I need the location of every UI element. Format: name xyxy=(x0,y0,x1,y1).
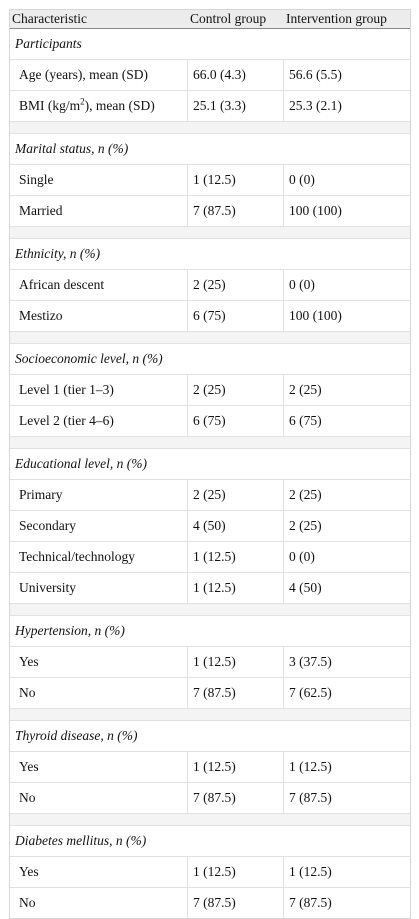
section-header xyxy=(9,449,410,480)
row-intervention-value: 7 (87.5) xyxy=(289,895,332,910)
column-divider xyxy=(283,270,284,300)
table-row xyxy=(9,888,410,919)
column-divider xyxy=(187,406,188,436)
table-row xyxy=(9,270,410,301)
table-row xyxy=(9,196,410,227)
section-header xyxy=(9,134,410,165)
table-row xyxy=(9,678,410,709)
section-header xyxy=(9,826,410,857)
column-divider xyxy=(283,196,284,226)
row-control-value: 1 (12.5) xyxy=(193,654,236,669)
column-divider xyxy=(187,480,188,510)
row-characteristic: University xyxy=(19,580,76,595)
column-divider xyxy=(283,375,284,405)
header-intervention-group: Intervention group xyxy=(286,11,387,26)
section-header xyxy=(9,239,410,270)
column-divider xyxy=(187,60,188,90)
column-divider xyxy=(187,783,188,813)
row-control-value: 1 (12.5) xyxy=(193,172,236,187)
table-row xyxy=(9,857,410,888)
column-divider xyxy=(187,165,188,195)
row-characteristic: Mestizo xyxy=(19,308,63,323)
row-intervention-value: 1 (12.5) xyxy=(289,759,332,774)
row-characteristic: BMI $(kg/m^2)$, mean (SD) xyxy=(19,96,155,113)
column-divider xyxy=(283,301,284,331)
row-intervention-value: 4 (50) xyxy=(289,580,322,595)
section-title: Thyroid disease, n (%) xyxy=(15,728,138,743)
row-intervention-value: 56.6 (5.5) xyxy=(289,67,342,82)
table-row xyxy=(9,60,410,91)
row-characteristic: Level 2 (tier 4–6) xyxy=(19,413,114,428)
column-divider xyxy=(187,888,188,918)
section-spacer xyxy=(9,122,410,134)
row-control-value: 6 (75) xyxy=(193,308,226,323)
row-characteristic: Yes xyxy=(19,654,39,669)
header-characteristic: Characteristic xyxy=(12,11,87,26)
section-title: Hypertension, n (%) xyxy=(15,623,125,638)
table-header xyxy=(9,9,410,29)
column-divider xyxy=(283,857,284,887)
row-intervention-value: 2 (25) xyxy=(289,487,322,502)
column-divider xyxy=(187,752,188,782)
column-divider xyxy=(283,60,284,90)
column-divider xyxy=(187,196,188,226)
section-spacer xyxy=(9,709,410,721)
column-divider xyxy=(283,406,284,436)
row-control-value: 1 (12.5) xyxy=(193,759,236,774)
row-control-value: 66.0 (4.3) xyxy=(193,67,246,82)
column-divider xyxy=(283,678,284,708)
row-characteristic: Yes xyxy=(19,864,39,879)
row-intervention-value: 1 (12.5) xyxy=(289,864,332,879)
row-control-value: 7 (87.5) xyxy=(193,895,236,910)
table-row xyxy=(9,783,410,814)
table-row xyxy=(9,91,410,122)
row-intervention-value: 100 (100) xyxy=(289,308,342,323)
row-intervention-value: 6 (75) xyxy=(289,413,322,428)
row-characteristic: Yes xyxy=(19,759,39,774)
row-intervention-value: 7 (62.5) xyxy=(289,685,332,700)
column-divider xyxy=(283,542,284,572)
row-characteristic: Level 1 (tier 1–3) xyxy=(19,382,114,397)
row-characteristic: Single xyxy=(19,172,54,187)
row-control-value: 7 (87.5) xyxy=(193,790,236,805)
column-divider xyxy=(283,752,284,782)
table-row xyxy=(9,752,410,783)
row-intervention-value: 2 (25) xyxy=(289,382,322,397)
table-row xyxy=(9,647,410,678)
row-characteristic: Age (years), mean (SD) xyxy=(19,67,148,82)
section-spacer xyxy=(9,437,410,449)
section-spacer xyxy=(9,332,410,344)
row-control-value: 4 (50) xyxy=(193,518,226,533)
column-divider xyxy=(187,301,188,331)
table-row xyxy=(9,406,410,437)
section-title: Marital status, n (%) xyxy=(15,141,129,156)
column-divider xyxy=(187,678,188,708)
section-header xyxy=(9,344,410,375)
column-divider xyxy=(187,542,188,572)
column-divider xyxy=(283,783,284,813)
row-characteristic: No xyxy=(19,790,36,805)
row-intervention-value: 0 (0) xyxy=(289,277,315,292)
section-title: Educational level, n (%) xyxy=(15,456,147,471)
section-spacer xyxy=(9,227,410,239)
table-row xyxy=(9,165,410,196)
row-intervention-value: 0 (0) xyxy=(289,172,315,187)
column-divider xyxy=(187,647,188,677)
section-title: Participants xyxy=(15,36,82,51)
row-characteristic: No xyxy=(19,895,36,910)
row-characteristic: Primary xyxy=(19,487,63,502)
column-divider xyxy=(187,375,188,405)
column-divider xyxy=(187,91,188,121)
row-characteristic: No xyxy=(19,685,36,700)
characteristics-table xyxy=(9,9,410,919)
section-header xyxy=(9,721,410,752)
table-row xyxy=(9,480,410,511)
column-divider xyxy=(283,91,284,121)
table-body xyxy=(9,29,410,919)
row-intervention-value: 0 (0) xyxy=(289,549,315,564)
table-row xyxy=(9,301,410,332)
row-intervention-value: 3 (37.5) xyxy=(289,654,332,669)
row-intervention-value: 25.3 (2.1) xyxy=(289,98,342,113)
section-header xyxy=(9,29,410,60)
section-title: Diabetes mellitus, n (%) xyxy=(15,833,147,848)
row-control-value: 6 (75) xyxy=(193,413,226,428)
column-divider xyxy=(187,511,188,541)
column-divider xyxy=(283,888,284,918)
row-characteristic: Married xyxy=(19,203,63,218)
row-control-value: 2 (25) xyxy=(193,487,226,502)
row-control-value: 25.1 (3.3) xyxy=(193,98,246,113)
column-divider xyxy=(187,573,188,603)
row-intervention-value: 7 (87.5) xyxy=(289,790,332,805)
row-characteristic: Secondary xyxy=(19,518,76,533)
row-control-value: 1 (12.5) xyxy=(193,549,236,564)
row-characteristic: African descent xyxy=(19,277,105,292)
row-control-value: 2 (25) xyxy=(193,277,226,292)
column-divider xyxy=(283,165,284,195)
row-intervention-value: 2 (25) xyxy=(289,518,322,533)
column-divider xyxy=(283,647,284,677)
row-control-value: 2 (25) xyxy=(193,382,226,397)
column-divider xyxy=(187,270,188,300)
row-control-value: 1 (12.5) xyxy=(193,580,236,595)
table-row xyxy=(9,511,410,542)
header-control-group: Control group xyxy=(190,11,267,26)
row-characteristic: Technical/technology xyxy=(19,549,136,564)
section-header xyxy=(9,616,410,647)
section-spacer xyxy=(9,814,410,826)
row-control-value: 1 (12.5) xyxy=(193,864,236,879)
table-row xyxy=(9,573,410,604)
row-control-value: 7 (87.5) xyxy=(193,685,236,700)
table-row xyxy=(9,375,410,406)
table-row xyxy=(9,542,410,573)
section-spacer xyxy=(9,604,410,616)
section-title: Socioeconomic level, n (%) xyxy=(15,351,163,366)
column-divider xyxy=(283,573,284,603)
row-control-value: 7 (87.5) xyxy=(193,203,236,218)
column-divider xyxy=(187,857,188,887)
section-title: Ethnicity, n (%) xyxy=(15,246,101,261)
column-divider xyxy=(283,511,284,541)
column-divider xyxy=(283,480,284,510)
row-intervention-value: 100 (100) xyxy=(289,203,342,218)
